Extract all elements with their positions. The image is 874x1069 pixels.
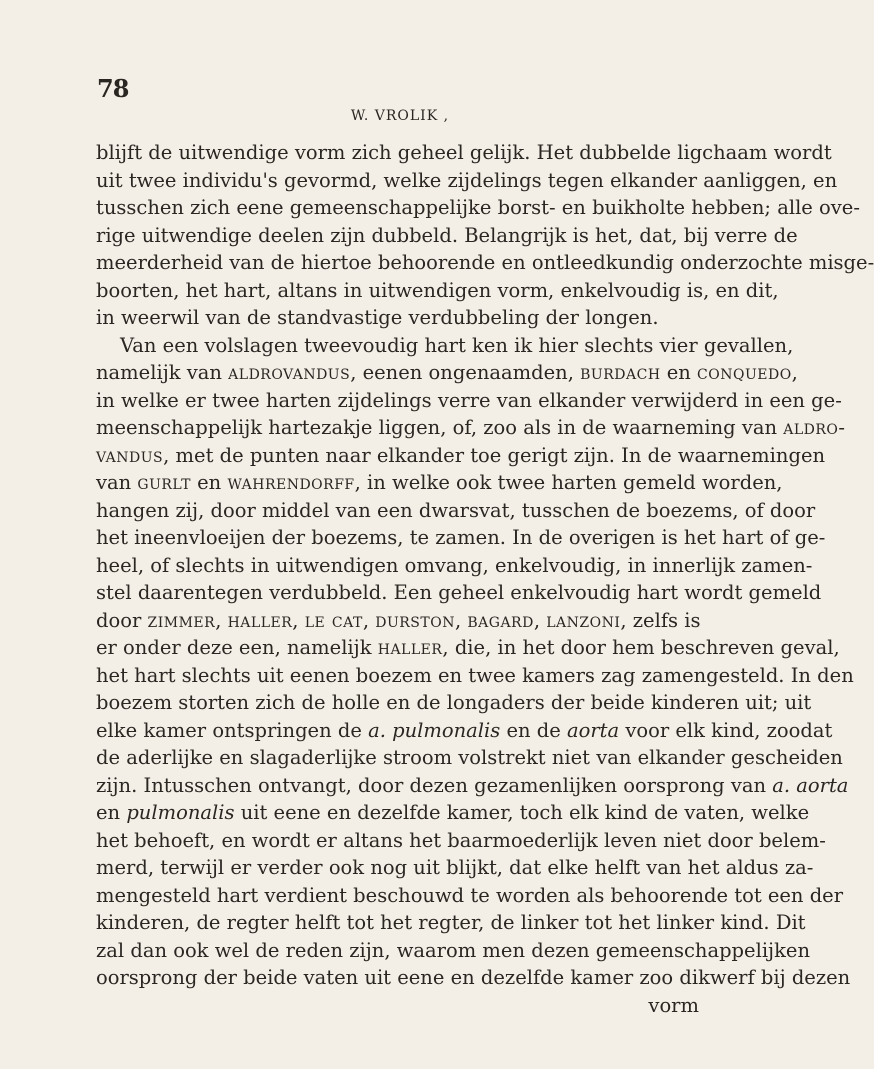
text-segment: heel, of slechts in uitwendigen omvang, enkelvoudig, in innerlijk zamen-	[96, 553, 813, 577]
text-line	[96, 799, 810, 827]
text-segment: ,	[215, 608, 228, 632]
text-line	[96, 717, 833, 745]
text-line	[96, 909, 806, 937]
text-line	[96, 579, 822, 607]
author-name: burdach	[580, 361, 661, 384]
text-line	[96, 827, 826, 855]
text-segment: blijft de uitwendige vorm zich geheel gelijk. Het dubbelde ligchaam wordt	[96, 141, 832, 164]
running-head: W. VROLIK ,	[350, 108, 450, 124]
author-name: le cat	[304, 608, 363, 632]
italic-term: aorta	[567, 718, 620, 742]
text-line	[96, 634, 840, 662]
text-segment: het behoeft, en wordt er altans het baarmoederlijk leven niet door belem-	[96, 828, 826, 852]
text-line	[96, 167, 838, 195]
text-line	[96, 469, 783, 497]
text-segment: elke kamer ontspringen de	[96, 718, 369, 742]
text-segment: meerderheid van de hiertoe behoorende en ontleedkundig onderzochte misge-	[96, 251, 874, 274]
text-line	[96, 662, 854, 690]
catchword: vorm	[648, 993, 699, 1017]
author-name: wahrendorff	[227, 471, 355, 494]
text-segment: zijn. Intusschen ontvangt, door dezen gezamenlijken oorsprong van	[96, 773, 773, 797]
author-name: vandus	[96, 443, 164, 467]
text-segment: in weerwil van de standvastige verdubbeling der longen.	[96, 306, 659, 329]
text-segment: merd, terwijl er verder ook nog uit blijkt, dat elke helft van het aldus za-	[96, 856, 814, 879]
text-line	[96, 332, 794, 360]
text-segment: ,	[292, 608, 305, 632]
author-name: lanzoni	[546, 608, 621, 632]
text-segment: oorsprong der beide vaten uit eene en dezelfde kamer zoo dikwerf bij dezen	[96, 966, 851, 989]
text-line	[96, 277, 779, 305]
text-line	[96, 194, 860, 222]
author-name: durston	[375, 608, 455, 632]
text-segment: de aderlijke en slagaderlijke stroom volstrekt niet van elkander gescheiden	[96, 746, 843, 769]
text-line	[96, 414, 846, 442]
text-segment: ,	[362, 608, 376, 632]
text-segment: en	[96, 801, 127, 824]
text-line	[96, 387, 842, 415]
text-line	[96, 607, 699, 635]
text-line	[96, 304, 699, 332]
author-name: haller	[377, 636, 443, 659]
text-segment: , zelfs is	[620, 608, 701, 632]
text-segment: van	[96, 471, 138, 494]
text-segment: uit twee individu's gevormd, welke zijdelings tegen elkander aanliggen, en	[96, 168, 838, 192]
text-segment: , die, in het door hem beschreven geval,	[442, 636, 840, 659]
text-segment: in welke er twee harten zijdelings verre van elkander verwijderd in een ge-	[96, 388, 842, 412]
text-segment: uit eene en dezelfde kamer, toch elk kind de vaten, welke	[234, 801, 810, 824]
text-line	[96, 524, 826, 552]
text-line	[96, 772, 849, 800]
text-segment: het ineenvloeijen der boezems, te zamen. In de overigen is het hart of ge-	[96, 526, 826, 549]
page-number: 78	[97, 74, 129, 103]
text-line	[96, 552, 813, 580]
text-line	[96, 249, 874, 277]
italic-term: a. pulmonalis	[368, 718, 501, 742]
author-name: gurlt	[137, 471, 191, 494]
text-segment: ,	[533, 608, 547, 632]
text-line	[96, 964, 851, 992]
text-segment: meenschappelijk hartezakje liggen, of, zoo als in de waarneming van	[96, 416, 784, 439]
body-text	[96, 139, 874, 1019]
italic-term: a. aorta	[772, 773, 849, 797]
text-line	[96, 882, 844, 910]
text-segment: ,	[454, 608, 468, 632]
author-name: bagard	[467, 608, 534, 632]
text-segment: het hart slechts uit eenen boezem en twee kamers zag zamengesteld. In den	[96, 663, 854, 687]
text-segment: , in welke ook twee harten gemeld worden,	[354, 471, 783, 494]
text-segment: tusschen zich eene gemeenschappelijke borst- en buikholte hebben; alle ove-	[96, 196, 860, 219]
text-segment: door	[96, 608, 148, 632]
text-segment: er onder deze een, namelijk	[96, 636, 378, 659]
author-name: zimmer	[147, 608, 216, 632]
text-segment: en	[660, 361, 698, 384]
text-segment: kinderen, de regter helft tot het regter, de linker tot het linker kind. Dit	[96, 911, 806, 934]
text-line	[96, 442, 826, 470]
text-line	[96, 937, 811, 965]
text-line	[96, 359, 798, 387]
text-line	[96, 139, 832, 167]
text-line	[96, 744, 843, 772]
author-name: haller	[227, 608, 293, 632]
text-line	[96, 854, 814, 882]
text-segment: namelijk van	[96, 361, 229, 384]
text-segment: , eenen ongenaamden,	[350, 361, 581, 384]
text-segment: ,	[791, 361, 798, 384]
text-segment: en de	[500, 718, 567, 742]
text-line	[96, 222, 798, 250]
text-segment: hangen zij, door middel van een dwarsvat, tusschen de boezems, of door	[96, 498, 816, 522]
italic-term: pulmonalis	[126, 801, 235, 824]
text-segment: mengesteld hart verdient beschouwd te worden als behoorende tot een der	[96, 883, 844, 907]
author-name: aldro-	[783, 416, 846, 439]
text-segment: boezem storten zich de holle en de longaders der beide kinderen uit; uit	[96, 691, 812, 714]
text-segment: , met de punten naar elkander toe gerigt zijn. In de waarnemingen	[163, 443, 826, 467]
text-line	[96, 689, 812, 717]
text-segment: zal dan ook wel de reden zijn, waarom men dezen gemeenschappelijken	[96, 938, 811, 962]
author-name: conquedo	[697, 361, 792, 384]
text-segment: stel daarentegen verdubbeld. Een geheel enkelvoudig hart wordt gemeld	[96, 581, 822, 604]
text-line	[96, 497, 816, 525]
text-segment: boorten, het hart, altans in uitwendigen vorm, enkelvoudig is, en dit,	[96, 278, 779, 302]
text-segment: Van een volslagen tweevoudig hart ken ik hier slechts vier gevallen,	[120, 333, 794, 357]
text-segment: voor elk kind, zoodat	[619, 718, 833, 742]
author-name: aldrovandus	[228, 361, 351, 384]
text-segment: rige uitwendige deelen zijn dubbeld. Belangrijk is het, dat, bij verre de	[96, 223, 798, 247]
text-segment: en	[190, 471, 228, 494]
